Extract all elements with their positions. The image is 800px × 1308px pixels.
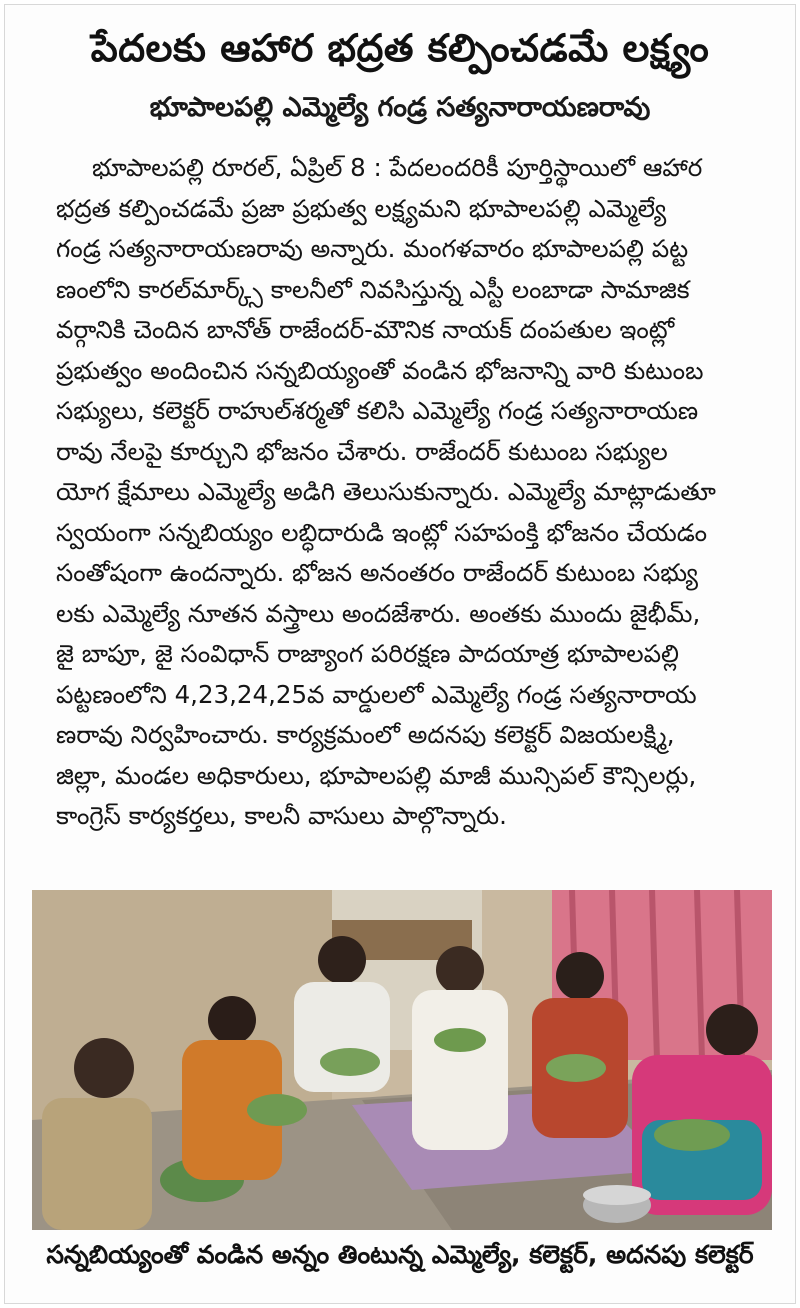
body-line: ణంలోని కారల్‌మార్క్స్ కాలనీలో నివసిస్తున్న ఎస్టీ లంబాడా సామాజిక [56,274,690,304]
body-line: రావు నేలపై కూర్చుని భోజనం చేశారు. రాజేందర్ కుటుంబ సభ్యుల [56,436,668,466]
body-line: స్వయంగా సన్నబియ్యం లబ్ధిదారుడి ఇంట్లో సహపంక్తి భోజనం చేయడం [56,517,707,547]
body-line: వర్గానికి చెందిన బానోత్ రాజేందర్-మౌనిక నాయక్ దంపతుల ఇంట్లో [56,315,675,344]
body-line: కాంగ్రెస్ కార్యకర్తలు, కాలనీ వాసులు పాల్గొన్నారు. [56,801,507,830]
body-line: సంతోషంగా ఉందన్నారు. భోజన అనంతరం రాజేందర్ కుటుంబ సభ్యు [56,558,698,587]
body-line: పట్టణంలోని 4,23,24,25వ వార్డులలో ఎమ్మెల్యే గండ్ర సత్యనారాయ [56,679,697,709]
body-line: సభ్యులు, కలెక్టర్ రాహుల్‌శర్మతో కలిసి ఎమ్మెల్యే గండ్ర సత్యనారాయణ [56,396,699,425]
body-line: భద్రత కల్పించడమే ప్రజా ప్రభుత్వ లక్ష్యమని భూపాలపల్లి ఎమ్మెల్యే [56,193,667,223]
body-line: ప్రభుత్వం అందించిన సన్నబియ్యంతో వండిన భోజనాన్ని వారి కుటుంబ [56,355,704,385]
photo-caption: సన్నబియ్యంతో వండిన అన్నం తింటున్న ఎమ్మెల్యే, కలెక్టర్, అదనపు కలెక్టర్ [46,1240,754,1269]
body-line: జై బాపూ, జై సంవిధాన్ రాజ్యాంగ పరిరక్షణ పాదయాత్ర భూపాలపల్లి [56,639,679,668]
article-headline: పేదలకు ఆహార భద్రత కల్పించడమే లక్ష్యం [90,26,710,70]
photo-illustration [32,890,772,1230]
article-photo [32,890,772,1230]
body-line: జిల్లా, మండల అధికారులు, భూపాలపల్లి మాజీ మున్సిపల్ కౌన్సిలర్లు, [56,760,697,790]
body-line: లకు ఎమ్మెల్యే నూతన వస్త్రాలు అందజేశారు. అంతకు ముందు జైభీమ్, [56,598,701,628]
article-subheadline: భూపాలపల్లి ఎమ్మెల్యే గండ్ర సత్యనారాయణరావు [149,92,651,123]
body-line: ణరావు నిర్వహించారు. కార్యక్రమంలో అదనపు కలెక్టర్ విజయలక్ష్మి, [56,720,675,749]
body-line: యోగ క్షేమాలు ఎమ్మెల్యే అడిగి తెలుసుకున్నారు. ఎమ్మెల్యే మాట్లాడుతూ [56,477,716,506]
body-line: భూపాలపల్లి రూరల్, ఏప్రిల్ 8 : పేదలందరికీ పూర్తిస్థాయిలో ఆహార [92,153,703,182]
body-line: గండ్ర సత్యనారాయణరావు అన్నారు. మంగళవారం భూపాలపల్లి పట్ట [56,234,689,263]
article-body [56,148,776,837]
